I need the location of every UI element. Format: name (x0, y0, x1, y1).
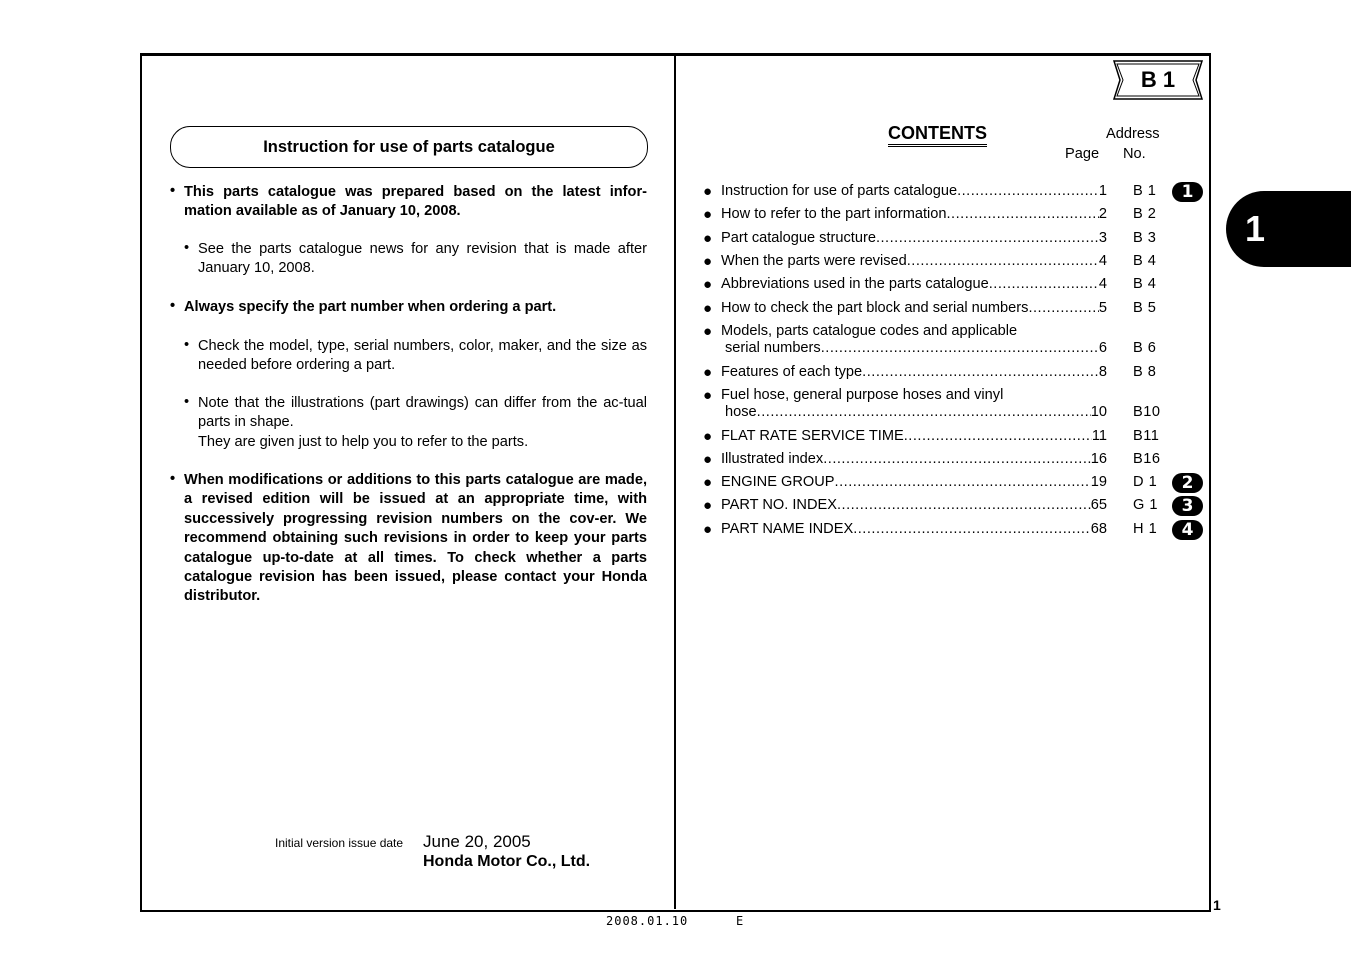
instruction-para-2b-cont: They are given just to help you to refer to the parts. (198, 434, 529, 450)
toc-row[interactable] (703, 230, 1173, 250)
section-badge[interactable]: 2 (1172, 473, 1203, 493)
toc-row[interactable] (703, 276, 1173, 296)
header-address: Address (1106, 126, 1160, 142)
toc-label: Illustrated index (721, 451, 824, 467)
toc-label: FLAT RATE SERVICE TIME (721, 428, 904, 444)
bullet-dot-icon: ● (703, 323, 713, 340)
bullet: • (170, 298, 176, 314)
toc-page: 1 (1098, 183, 1107, 199)
bullet-dot-icon: ● (703, 521, 713, 538)
toc-label: ENGINE GROUP (721, 474, 835, 490)
bullet-dot-icon: ● (703, 387, 713, 404)
toc-page: 68 (1090, 521, 1107, 537)
bullet: • (170, 471, 176, 487)
toc-page: 16 (1090, 451, 1107, 467)
toc-label: Abbreviations used in the parts catalogue (721, 276, 989, 292)
toc-address: B 6 (1133, 340, 1157, 356)
toc-address: B16 (1133, 451, 1161, 467)
toc-row[interactable] (703, 474, 1173, 494)
bullet: • (184, 394, 190, 410)
toc-page: 5 (1098, 300, 1107, 316)
page-divider (674, 55, 676, 909)
section-tab (1112, 59, 1204, 101)
toc-row[interactable] (703, 300, 1173, 320)
toc-address: B 3 (1133, 230, 1157, 246)
toc-row[interactable] (703, 206, 1173, 226)
side-section-tab[interactable]: 1 (1226, 191, 1351, 267)
toc-address: B 4 (1133, 253, 1157, 269)
toc-label: PART NO. INDEX (721, 497, 837, 513)
bullet-dot-icon: ● (703, 451, 713, 468)
toc-page: 2 (1098, 206, 1107, 222)
instruction-para-1: This parts catalogue was prepared based on the latest infor-mation available as of January 10, 2008. (184, 184, 647, 220)
toc-row[interactable] (703, 497, 1173, 517)
bullet-dot-icon: ● (703, 253, 713, 270)
instruction-para-1a: See the parts catalogue news for any revision that is made after January 10, 2008. (198, 241, 647, 277)
footer-date: 2008.01.10 (606, 914, 689, 928)
toc-page: 3 (1098, 230, 1107, 246)
toc-address: B11 (1133, 428, 1160, 444)
toc-label: hose (725, 404, 757, 420)
toc-row[interactable] (703, 428, 1173, 448)
toc-label: Features of each type (721, 364, 863, 380)
toc-label: Part catalogue structure (721, 230, 876, 246)
toc-address: B 4 (1133, 276, 1157, 292)
section-badge[interactable]: 1 (1172, 182, 1203, 202)
bullet-dot-icon: ● (703, 497, 713, 514)
toc-page: 11 (1091, 428, 1107, 444)
toc-page: 10 (1090, 404, 1107, 420)
bullet-dot-icon: ● (703, 474, 713, 491)
contents-title: CONTENTS (888, 122, 987, 147)
toc-page: 4 (1098, 276, 1107, 292)
bullet-dot-icon: ● (703, 276, 713, 293)
bullet-dot-icon: ● (703, 183, 713, 200)
toc-label: How to check the part block and serial numbers (721, 300, 1029, 316)
bullet-dot-icon: ● (703, 428, 713, 445)
toc-label: PART NAME INDEX (721, 521, 854, 537)
header-page: Page (1065, 146, 1100, 162)
toc-label-line1: Fuel hose, general purpose hoses and vinyl (721, 387, 1004, 403)
instruction-title: Instruction for use of parts catalogue (170, 126, 648, 168)
toc-label: serial numbers (725, 340, 821, 356)
toc-row[interactable] (703, 387, 1173, 427)
bullet: • (184, 337, 190, 353)
toc-page: 6 (1098, 340, 1107, 356)
toc-address: B 2 (1133, 206, 1157, 222)
toc-label: How to refer to the part information (721, 206, 947, 222)
bullet: • (170, 183, 176, 199)
toc-address: B 8 (1133, 364, 1157, 380)
toc-row[interactable] (703, 183, 1173, 203)
toc-label-line1: Models, parts catalogue codes and applicable (721, 323, 1018, 339)
section-badge[interactable]: 3 (1172, 496, 1203, 516)
toc-label: Instruction for use of parts catalogue (721, 183, 958, 199)
bullet-dot-icon: ● (703, 364, 713, 381)
toc-page: 65 (1090, 497, 1107, 513)
toc-row[interactable] (703, 521, 1173, 541)
instruction-para-2: Always specify the part number when ordering a part. (184, 299, 557, 315)
company-name: Honda Motor Co., Ltd. (423, 853, 591, 870)
toc-row[interactable] (703, 253, 1173, 273)
issue-date: June 20, 2005 (423, 832, 531, 851)
toc-row[interactable] (703, 364, 1173, 384)
instruction-para-2a: Check the model, type, serial numbers, color, maker, and the size as needed before ordering a part. (198, 338, 647, 374)
footer-edition: E (736, 914, 744, 928)
issue-date-label: Initial version issue date (275, 836, 404, 850)
bullet-dot-icon: ● (703, 206, 713, 223)
instruction-para-2b: Note that the illustrations (part drawings) can differ from the ac-tual parts in shape. (198, 395, 647, 431)
page-number: 1 (1213, 897, 1221, 913)
section-badge[interactable]: 4 (1172, 520, 1203, 540)
bullet-dot-icon: ● (703, 300, 713, 317)
header-no: No. (1123, 146, 1146, 162)
toc-page: 8 (1098, 364, 1107, 380)
toc-address: B10 (1133, 404, 1161, 420)
toc-row[interactable] (703, 323, 1173, 363)
toc-address: B 5 (1133, 300, 1157, 316)
toc-page: 4 (1098, 253, 1107, 269)
instruction-para-3: When modifications or additions to this parts catalogue are made, a revised edition will be issued at an appropriate time, with successively progressing revision numbers on the cov-er. We recommend obtaining such revisions in order to keep your parts catalogue up-to-date at all times. To check whether a parts catalogue revision has been issued, please contact your Honda distributor. (184, 472, 647, 605)
section-tab-label: B 1 (1140, 67, 1176, 92)
bullet: • (184, 240, 190, 256)
toc-address: B 1 (1133, 183, 1157, 199)
toc-page: 19 (1090, 474, 1107, 490)
toc-address: D 1 (1133, 474, 1158, 490)
bullet-dot-icon: ● (703, 230, 713, 247)
toc-label: When the parts were revised (721, 253, 907, 269)
toc-row[interactable] (703, 451, 1173, 471)
toc-address: G 1 (1133, 497, 1159, 513)
toc-address: H 1 (1133, 521, 1158, 537)
